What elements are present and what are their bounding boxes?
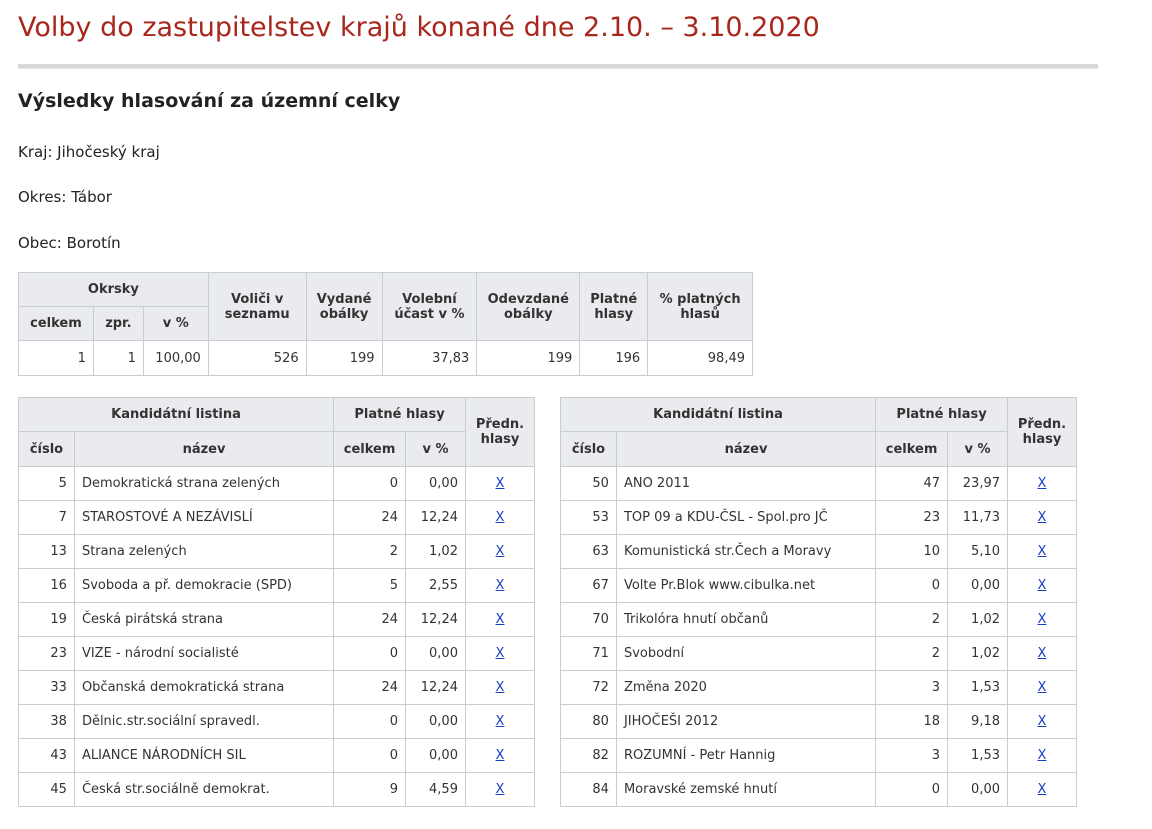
cell-celkem: 9 <box>334 773 406 807</box>
cell-cislo: 84 <box>561 773 617 807</box>
cell-cislo: 70 <box>561 603 617 637</box>
header-kandidatni-listina: Kandidátní listina <box>19 398 334 432</box>
candidate-row <box>561 705 1077 739</box>
cell-nazev: ALIANCE NÁRODNÍCH SIL <box>74 739 333 773</box>
summary-table <box>18 272 753 376</box>
cell-nazev: Svoboda a př. demokracie (SPD) <box>74 569 333 603</box>
cell-nazev: Volte Pr.Blok www.cibulka.net <box>616 569 875 603</box>
candidate-row <box>561 671 1077 705</box>
header-nazev: název <box>74 432 333 467</box>
header-volici: Voliči v seznamu <box>208 273 306 341</box>
cell-celkem: 5 <box>334 569 406 603</box>
kraj-label: Kraj: Jihočeský kraj <box>18 143 160 161</box>
cell-cislo: 23 <box>19 637 75 671</box>
cell-celkem: 0 <box>876 773 948 807</box>
cell-celkem: 10 <box>876 535 948 569</box>
candidates-table-right <box>560 397 1077 807</box>
cell-cislo: 43 <box>19 739 75 773</box>
cell-pct: 12,24 <box>406 501 466 535</box>
candidate-row <box>561 739 1077 773</box>
candidate-row <box>561 467 1077 501</box>
cell-cislo: 13 <box>19 535 75 569</box>
header-platne: Platné hlasy <box>580 273 648 341</box>
cell-nazev: Trikolóra hnutí občanů <box>616 603 875 637</box>
candidate-row <box>561 535 1077 569</box>
cell-predn-hlasy <box>465 569 534 603</box>
cell-platne: 196 <box>580 341 648 376</box>
cell-predn-hlasy <box>1008 705 1077 739</box>
cell-cislo: 50 <box>561 467 617 501</box>
header-predn-hlasy: Předn. hlasy <box>465 398 534 467</box>
cell-cislo: 71 <box>561 637 617 671</box>
cell-celkem: 0 <box>334 467 406 501</box>
header-pct: v % <box>406 432 466 467</box>
cell-predn-hlasy <box>1008 501 1077 535</box>
cell-predn-hlasy <box>1008 467 1077 501</box>
cell-cislo: 82 <box>561 739 617 773</box>
candidates-table-left <box>18 397 535 807</box>
preferential-votes-link[interactable]: X <box>495 714 505 729</box>
cell-cislo: 72 <box>561 671 617 705</box>
cell-pct: 12,24 <box>406 603 466 637</box>
cell-nazev: Moravské zemské hnutí <box>616 773 875 807</box>
preferential-votes-link[interactable]: X <box>1037 510 1047 525</box>
cell-pct: 1,02 <box>948 603 1008 637</box>
cell-vydane: 199 <box>306 341 382 376</box>
candidate-row <box>19 501 535 535</box>
cell-pct: 9,18 <box>948 705 1008 739</box>
cell-predn-hlasy <box>465 671 534 705</box>
page-title: Volby do zastupitelstev krajů konané dne 2.10. – 3.10.2020 <box>18 12 820 43</box>
candidate-row <box>19 671 535 705</box>
cell-celkem: 2 <box>334 535 406 569</box>
cell-nazev: Dělnic.str.sociální spravedl. <box>74 705 333 739</box>
cell-celkem: 2 <box>876 603 948 637</box>
header-okrsky-celkem: celkem <box>19 307 94 341</box>
cell-pct: 0,00 <box>406 467 466 501</box>
cell-celkem: 0 <box>334 705 406 739</box>
preferential-votes-link[interactable]: X <box>1037 476 1047 491</box>
header-pct-platnych: % platných hlasů <box>648 273 753 341</box>
summary-row <box>19 341 753 376</box>
candidate-row <box>561 501 1077 535</box>
preferential-votes-link[interactable]: X <box>495 680 505 695</box>
cell-predn-hlasy <box>1008 671 1077 705</box>
cell-nazev: JIHOČEŠI 2012 <box>616 705 875 739</box>
candidate-row <box>19 705 535 739</box>
preferential-votes-link[interactable]: X <box>1037 578 1047 593</box>
cell-nazev: Svobodní <box>616 637 875 671</box>
cell-cislo: 7 <box>19 501 75 535</box>
header-odevzdane: Odevzdané obálky <box>477 273 580 341</box>
header-pct: v % <box>948 432 1008 467</box>
cell-predn-hlasy <box>465 773 534 807</box>
header-okrsky-pct: v % <box>143 307 208 341</box>
preferential-votes-link[interactable]: X <box>495 782 505 797</box>
cell-cislo: 80 <box>561 705 617 739</box>
header-okrsky-zpr: zpr. <box>93 307 143 341</box>
cell-celkem: 23 <box>876 501 948 535</box>
cell-nazev: ROZUMNÍ - Petr Hannig <box>616 739 875 773</box>
cell-pct: 1,02 <box>406 535 466 569</box>
candidate-row <box>19 637 535 671</box>
cell-celkem: 47 <box>876 467 948 501</box>
preferential-votes-link[interactable]: X <box>495 748 505 763</box>
cell-nazev: ANO 2011 <box>616 467 875 501</box>
cell-pct-platnych: 98,49 <box>648 341 753 376</box>
preferential-votes-link[interactable]: X <box>1037 748 1047 763</box>
preferential-votes-link[interactable]: X <box>1037 680 1047 695</box>
cell-celkem: 2 <box>876 637 948 671</box>
cell-pct: 11,73 <box>948 501 1008 535</box>
cell-cislo: 5 <box>19 467 75 501</box>
cell-cislo: 45 <box>19 773 75 807</box>
cell-predn-hlasy <box>465 603 534 637</box>
header-cislo: číslo <box>19 432 75 467</box>
cell-pct: 0,00 <box>948 569 1008 603</box>
cell-pct: 1,02 <box>948 637 1008 671</box>
candidate-row <box>561 773 1077 807</box>
cell-celkem: 0 <box>876 569 948 603</box>
title-divider <box>18 64 1098 69</box>
preferential-votes-link[interactable]: X <box>1037 646 1047 661</box>
header-cislo: číslo <box>561 432 617 467</box>
cell-predn-hlasy <box>465 501 534 535</box>
preferential-votes-link[interactable]: X <box>1037 544 1047 559</box>
cell-predn-hlasy <box>1008 773 1077 807</box>
cell-predn-hlasy <box>1008 603 1077 637</box>
header-platne-hlasy: Platné hlasy <box>334 398 466 432</box>
cell-nazev: Občanská demokratická strana <box>74 671 333 705</box>
candidate-row <box>561 569 1077 603</box>
candidate-row <box>19 773 535 807</box>
cell-predn-hlasy <box>1008 637 1077 671</box>
cell-pct: 0,00 <box>406 637 466 671</box>
preferential-votes-link[interactable]: X <box>495 646 505 661</box>
header-okrsky: Okrsky <box>19 273 209 307</box>
cell-celkem: 3 <box>876 739 948 773</box>
header-ucast: Volební účast v % <box>382 273 477 341</box>
cell-predn-hlasy <box>465 739 534 773</box>
cell-predn-hlasy <box>1008 739 1077 773</box>
cell-cislo: 53 <box>561 501 617 535</box>
preferential-votes-link[interactable]: X <box>495 612 505 627</box>
cell-pct: 0,00 <box>948 773 1008 807</box>
preferential-votes-link[interactable]: X <box>1037 612 1047 627</box>
header-kandidatni-listina: Kandidátní listina <box>561 398 876 432</box>
preferential-votes-link[interactable]: X <box>495 578 505 593</box>
cell-predn-hlasy <box>465 467 534 501</box>
cell-cislo: 16 <box>19 569 75 603</box>
cell-predn-hlasy <box>1008 535 1077 569</box>
cell-nazev: Změna 2020 <box>616 671 875 705</box>
page-subtitle: Výsledky hlasování za územní celky <box>18 90 401 112</box>
cell-cislo: 33 <box>19 671 75 705</box>
cell-pct: 0,00 <box>406 705 466 739</box>
preferential-votes-link[interactable]: X <box>495 510 505 525</box>
okres-label: Okres: Tábor <box>18 188 112 206</box>
cell-nazev: TOP 09 a KDU-ČSL - Spol.pro JČ <box>616 501 875 535</box>
cell-okrsky-pct: 100,00 <box>143 341 208 376</box>
header-platne-hlasy: Platné hlasy <box>876 398 1008 432</box>
candidate-row <box>19 739 535 773</box>
cell-ucast: 37,83 <box>382 341 477 376</box>
cell-predn-hlasy <box>465 637 534 671</box>
header-nazev: název <box>616 432 875 467</box>
cell-celkem: 18 <box>876 705 948 739</box>
candidate-row <box>19 569 535 603</box>
cell-nazev: Demokratická strana zelených <box>74 467 333 501</box>
cell-predn-hlasy <box>465 535 534 569</box>
cell-cislo: 63 <box>561 535 617 569</box>
cell-pct: 12,24 <box>406 671 466 705</box>
cell-cislo: 38 <box>19 705 75 739</box>
cell-pct: 4,59 <box>406 773 466 807</box>
candidate-row <box>561 603 1077 637</box>
cell-predn-hlasy <box>1008 569 1077 603</box>
cell-okrsky-zpr: 1 <box>93 341 143 376</box>
header-celkem: celkem <box>876 432 948 467</box>
cell-pct: 0,00 <box>406 739 466 773</box>
cell-odevzdane: 199 <box>477 341 580 376</box>
candidate-row <box>19 535 535 569</box>
cell-pct: 5,10 <box>948 535 1008 569</box>
cell-nazev: Česká str.sociálně demokrat. <box>74 773 333 807</box>
cell-celkem: 0 <box>334 637 406 671</box>
cell-predn-hlasy <box>465 705 534 739</box>
preferential-votes-link[interactable]: X <box>1037 782 1047 797</box>
cell-nazev: Česká pirátská strana <box>74 603 333 637</box>
cell-celkem: 24 <box>334 603 406 637</box>
cell-cislo: 19 <box>19 603 75 637</box>
header-predn-hlasy: Předn. hlasy <box>1008 398 1077 467</box>
cell-nazev: Komunistická str.Čech a Moravy <box>616 535 875 569</box>
cell-pct: 2,55 <box>406 569 466 603</box>
header-vydane: Vydané obálky <box>306 273 382 341</box>
header-celkem: celkem <box>334 432 406 467</box>
candidate-row <box>561 637 1077 671</box>
cell-okrsky-celkem: 1 <box>19 341 94 376</box>
cell-nazev: VIZE - národní socialisté <box>74 637 333 671</box>
cell-cislo: 67 <box>561 569 617 603</box>
candidate-row <box>19 467 535 501</box>
cell-pct: 23,97 <box>948 467 1008 501</box>
cell-nazev: STAROSTOVÉ A NEZÁVISLÍ <box>74 501 333 535</box>
cell-celkem: 24 <box>334 501 406 535</box>
cell-pct: 1,53 <box>948 671 1008 705</box>
preferential-votes-link[interactable]: X <box>1037 714 1047 729</box>
cell-nazev: Strana zelených <box>74 535 333 569</box>
candidate-row <box>19 603 535 637</box>
cell-celkem: 24 <box>334 671 406 705</box>
cell-celkem: 0 <box>334 739 406 773</box>
cell-volici: 526 <box>208 341 306 376</box>
preferential-votes-link[interactable]: X <box>495 476 505 491</box>
preferential-votes-link[interactable]: X <box>495 544 505 559</box>
obec-label: Obec: Borotín <box>18 234 121 252</box>
cell-pct: 1,53 <box>948 739 1008 773</box>
cell-celkem: 3 <box>876 671 948 705</box>
